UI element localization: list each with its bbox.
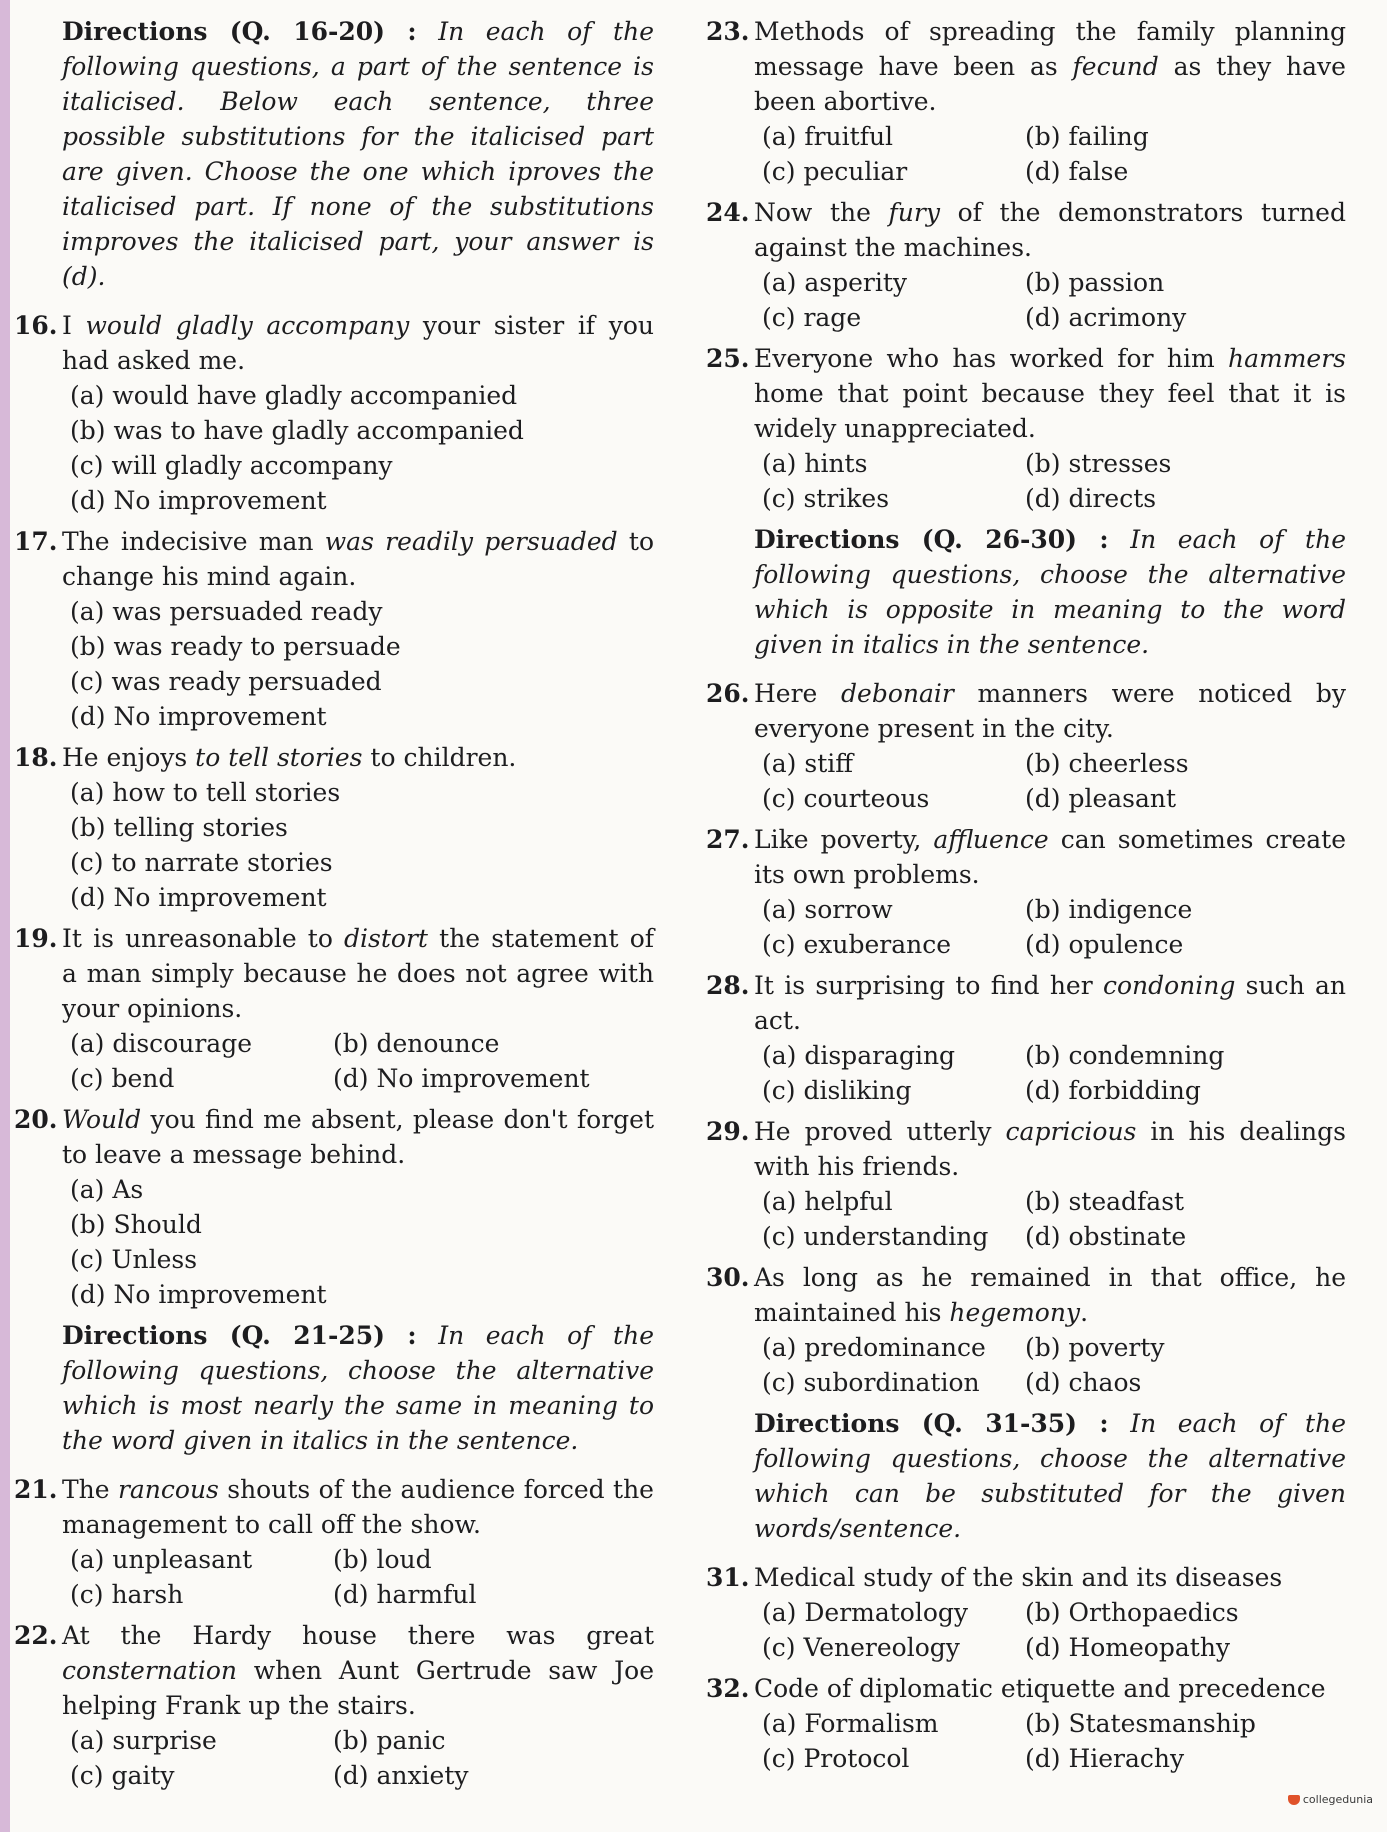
italicised-word: distort	[344, 924, 428, 953]
directions-label: Directions (Q. 21-25) :	[62, 1321, 417, 1350]
question-text-part: Everyone who has worked for him	[754, 344, 1228, 373]
question-number: 24.	[706, 198, 750, 227]
logo-text: collegedunia	[1302, 1793, 1373, 1806]
question-line	[14, 921, 654, 1026]
option-b: (b) was ready to persuade	[70, 632, 401, 661]
question-text	[754, 1114, 1346, 1184]
option-a: (a) predominance	[762, 1333, 986, 1362]
question-text-part: As long as he remained in that office, he maintained his	[754, 1263, 1346, 1327]
question-text	[62, 921, 654, 1026]
option-c: (c) was ready persuaded	[70, 667, 382, 696]
question-text	[754, 195, 1346, 265]
question-number: 22.	[14, 1621, 58, 1650]
option-b: (b) denounce	[333, 1029, 500, 1058]
question-item	[706, 676, 1346, 816]
question-number: 27.	[706, 825, 750, 854]
question-item	[14, 921, 654, 1096]
italicised-word: to tell stories	[195, 743, 363, 772]
question-text-part: Now the	[754, 198, 889, 227]
option-b: (b) poverty	[1025, 1333, 1165, 1362]
question-text-part: Medical study of the skin and its diseases	[754, 1563, 1283, 1592]
option-d: (d) chaos	[1025, 1368, 1142, 1397]
right-column	[706, 14, 1346, 1782]
question-text-part: Methods of spreading the family planning message have been as	[754, 17, 1346, 81]
option-d: (d) pleasant	[1025, 784, 1177, 813]
option-c: (c) strikes	[762, 484, 890, 513]
directions-text: In each of the following questions, choose the alternative which is opposite in meaning to the word given in italics in the sentence.	[754, 525, 1346, 659]
question-line	[706, 1671, 1346, 1706]
question-text-part: The indecisive man	[62, 527, 325, 556]
option-a: (a) stiff	[762, 749, 853, 778]
question-text-part: He enjoys	[62, 743, 196, 772]
question-text-part: such an act.	[754, 971, 1346, 1035]
options-list	[70, 1172, 654, 1312]
option-d: (d) false	[1025, 157, 1129, 186]
option-c: (c) rage	[762, 303, 862, 332]
question-line	[706, 195, 1346, 265]
question-text-part: can sometimes create its own problems.	[754, 825, 1346, 889]
question-text-part: Here	[754, 679, 842, 708]
question-item	[14, 524, 654, 734]
options-list	[762, 892, 1346, 962]
question-item	[14, 740, 654, 915]
option-d: (d) No improvement	[70, 702, 327, 731]
option-b: (b) loud	[333, 1545, 432, 1574]
options-list	[70, 378, 654, 518]
question-number: 28.	[706, 971, 750, 1000]
watermark-logo	[1288, 1793, 1373, 1806]
question-text	[62, 1102, 654, 1172]
option-c: (c) disliking	[762, 1076, 912, 1105]
option-c: (c) will gladly accompany	[70, 451, 393, 480]
option-d: (d) directs	[1025, 484, 1157, 513]
question-line	[706, 1260, 1346, 1330]
italicised-word: hammers	[1228, 344, 1346, 373]
options-list	[762, 446, 1346, 516]
question-text-part: home that point because they feel that it is widely unappreciated.	[754, 379, 1346, 443]
question-number: 19.	[14, 924, 58, 953]
question-item	[706, 1560, 1346, 1665]
option-a: (a) As	[70, 1175, 144, 1204]
question-text	[62, 740, 654, 775]
option-d: (d) harmful	[333, 1580, 477, 1609]
option-d: (d) No improvement	[333, 1064, 590, 1093]
question-text-part: At the Hardy house there was great	[62, 1621, 654, 1650]
option-a: (a) asperity	[762, 268, 908, 297]
question-line	[14, 308, 654, 378]
option-c: (c) gaity	[70, 1761, 175, 1790]
question-text	[754, 341, 1346, 446]
options-list	[762, 1184, 1346, 1254]
question-item	[14, 1102, 654, 1312]
question-item	[706, 14, 1346, 189]
option-b: (b) Orthopaedics	[1025, 1598, 1239, 1627]
question-text-part: when Aunt Gertrude saw Joe helping Frank up the stairs.	[62, 1656, 654, 1720]
question-line	[706, 1114, 1346, 1184]
question-text-part: The	[62, 1475, 118, 1504]
option-c: (c) subordination	[762, 1368, 980, 1397]
option-c: (c) to narrate stories	[70, 848, 333, 877]
options-list	[762, 746, 1346, 816]
italicised-word: fecund	[1072, 52, 1159, 81]
option-c: (c) exuberance	[762, 930, 952, 959]
directions-text: In each of the following questions, choose the alternative which can be substituted for the given words/sentence.	[754, 1409, 1346, 1543]
question-item	[706, 195, 1346, 335]
question-text-part: your sister if you had asked me.	[62, 311, 654, 375]
option-b: (b) failing	[1025, 122, 1149, 151]
option-b: (b) steadfast	[1025, 1187, 1185, 1216]
question-text	[62, 308, 654, 378]
option-b: (b) was to have gladly accompanied	[70, 416, 524, 445]
option-d: (d) Homeopathy	[1025, 1633, 1231, 1662]
directions-block	[14, 14, 654, 294]
question-line	[706, 1560, 1346, 1595]
question-number: 30.	[706, 1263, 750, 1292]
option-a: (a) helpful	[762, 1187, 893, 1216]
question-number: 31.	[706, 1563, 750, 1592]
question-line	[706, 341, 1346, 446]
option-a: (a) was persuaded ready	[70, 597, 383, 626]
options-list	[762, 1330, 1346, 1400]
question-item	[706, 1114, 1346, 1254]
option-a: (a) unpleasant	[70, 1545, 253, 1574]
question-text-part: I	[62, 311, 86, 340]
question-line	[706, 14, 1346, 119]
italicised-word: debonair	[841, 679, 954, 708]
option-b: (b) panic	[333, 1726, 446, 1755]
directions-block	[706, 522, 1346, 662]
question-item	[14, 1618, 654, 1793]
question-item	[706, 1260, 1346, 1400]
directions-label: Directions (Q. 26-30) :	[754, 525, 1109, 554]
option-b: (b) indigence	[1025, 895, 1193, 924]
option-a: (a) disparaging	[762, 1041, 956, 1070]
option-b: (b) passion	[1025, 268, 1165, 297]
question-text	[62, 524, 654, 594]
option-d: (d) acrimony	[1025, 303, 1187, 332]
option-a: (a) Formalism	[762, 1709, 939, 1738]
option-c: (c) courteous	[762, 784, 930, 813]
question-text-part: to change his mind again.	[62, 527, 655, 591]
option-a: (a) how to tell stories	[70, 778, 341, 807]
option-d: (d) forbidding	[1025, 1076, 1201, 1105]
question-line	[14, 740, 654, 775]
directions-label: Directions (Q. 31-35) :	[754, 1409, 1109, 1438]
question-text-part: to children.	[362, 743, 517, 772]
question-number: 32.	[706, 1674, 750, 1703]
italicised-word: would gladly accompany	[85, 311, 410, 340]
question-number: 26.	[706, 679, 750, 708]
options-list	[762, 1595, 1346, 1665]
option-d: (d) No improvement	[70, 1280, 327, 1309]
question-text-part: He proved utterly	[754, 1117, 1006, 1146]
question-line	[706, 968, 1346, 1038]
question-text	[62, 1472, 654, 1542]
question-item	[706, 822, 1346, 962]
directions-label: Directions (Q. 16-20) :	[62, 17, 417, 46]
question-text	[754, 1260, 1346, 1330]
question-text-part: of the demonstrators turned against the machines.	[754, 198, 1346, 262]
option-b: (b) stresses	[1025, 449, 1172, 478]
question-text	[754, 1671, 1346, 1706]
options-list	[70, 775, 654, 915]
question-text	[754, 14, 1346, 119]
question-item	[706, 1671, 1346, 1776]
graduation-cap-icon	[1288, 1795, 1300, 1805]
italicised-word: capricious	[1005, 1117, 1137, 1146]
question-text	[754, 1560, 1346, 1595]
question-text-part: in his dealings with his friends.	[754, 1117, 1346, 1181]
question-number: 23.	[706, 17, 750, 46]
question-number: 25.	[706, 344, 750, 373]
question-text-part: shouts of the audience forced the management to call off the show.	[62, 1475, 654, 1539]
question-text-part: .	[1080, 1298, 1089, 1327]
options-list	[70, 594, 654, 734]
option-c: (c) understanding	[762, 1222, 989, 1251]
question-number: 20.	[14, 1105, 58, 1134]
directions-block	[14, 1318, 654, 1458]
option-a: (a) would have gladly accompanied	[70, 381, 518, 410]
page-edge-strip	[0, 0, 10, 1832]
options-list	[762, 1038, 1346, 1108]
left-column	[14, 14, 654, 1799]
options-list	[762, 119, 1346, 189]
italicised-word: affluence	[933, 825, 1049, 854]
question-number: 18.	[14, 743, 58, 772]
option-a: (a) Dermatology	[762, 1598, 969, 1627]
question-item	[14, 1472, 654, 1612]
italicised-word: condoning	[1102, 971, 1236, 1000]
question-item	[706, 968, 1346, 1108]
question-text-part: Code of diplomatic etiquette and precedence	[754, 1674, 1326, 1703]
option-d: (d) No improvement	[70, 486, 327, 515]
option-c: (c) peculiar	[762, 157, 908, 186]
question-text	[754, 968, 1346, 1038]
question-text-part: It is unreasonable to	[62, 924, 345, 953]
question-text-part: as they have been abortive.	[754, 52, 1346, 116]
question-number: 21.	[14, 1475, 58, 1504]
directions-text: In each of the following questions, a part of the sentence is italicised. Below each sentence, three possible substitutions for the italicised part are given. Choose the one which iproves the italicised part. If none of the substitutions improves the italicised part, your answer is (d).	[62, 17, 654, 291]
option-c: (c) Venereology	[762, 1633, 960, 1662]
question-number: 16.	[14, 311, 58, 340]
question-line	[706, 822, 1346, 892]
option-b: (b) Statesmanship	[1025, 1709, 1256, 1738]
option-a: (a) surprise	[70, 1726, 217, 1755]
option-a: (a) discourage	[70, 1029, 252, 1058]
option-d: (d) anxiety	[333, 1761, 469, 1790]
options-list	[70, 1542, 654, 1612]
question-number: 17.	[14, 527, 58, 556]
question-text	[754, 822, 1346, 892]
question-line	[14, 1618, 654, 1723]
option-a: (a) sorrow	[762, 895, 893, 924]
italicised-word: Would	[62, 1105, 142, 1134]
question-item	[14, 308, 654, 518]
options-list	[762, 1706, 1346, 1776]
question-text-part: It is surprising to find her	[754, 971, 1103, 1000]
option-a: (a) hints	[762, 449, 868, 478]
question-item	[706, 341, 1346, 516]
option-c: (c) harsh	[70, 1580, 184, 1609]
question-text-part: you find me absent, please don't forget to leave a message behind.	[62, 1105, 654, 1169]
option-d: (d) obstinate	[1025, 1222, 1187, 1251]
question-text	[754, 676, 1346, 746]
option-a: (a) fruitful	[762, 122, 894, 151]
question-line	[14, 1102, 654, 1172]
option-b: (b) Should	[70, 1210, 202, 1239]
option-d: (d) Hierachy	[1025, 1744, 1185, 1773]
options-list	[70, 1723, 654, 1793]
italicised-word: was readily persuaded	[324, 527, 618, 556]
option-d: (d) No improvement	[70, 883, 327, 912]
question-line	[706, 676, 1346, 746]
question-text-part: the statement of a man simply because he does not agree with your opinions.	[62, 924, 654, 1023]
question-text	[62, 1618, 654, 1723]
italicised-word: hegemony	[949, 1298, 1081, 1327]
option-b: (b) condemning	[1025, 1041, 1225, 1070]
option-b: (b) cheerless	[1025, 749, 1189, 778]
question-number: 29.	[706, 1117, 750, 1146]
italicised-word: fury	[888, 198, 940, 227]
question-text-part: manners were noticed by everyone present in the city.	[754, 679, 1346, 743]
options-list	[70, 1026, 654, 1096]
options-list	[762, 265, 1346, 335]
option-c: (c) bend	[70, 1064, 175, 1093]
option-c: (c) Unless	[70, 1245, 198, 1274]
option-b: (b) telling stories	[70, 813, 288, 842]
question-line	[14, 1472, 654, 1542]
option-c: (c) Protocol	[762, 1744, 910, 1773]
option-d: (d) opulence	[1025, 930, 1184, 959]
question-line	[14, 524, 654, 594]
directions-text: In each of the following questions, choose the alternative which is most nearly the same in meaning to the word given in italics in the sentence.	[62, 1321, 654, 1455]
italicised-word: consternation	[62, 1656, 237, 1685]
directions-block	[706, 1406, 1346, 1546]
italicised-word: rancous	[117, 1475, 219, 1504]
question-text-part: Like poverty,	[754, 825, 934, 854]
